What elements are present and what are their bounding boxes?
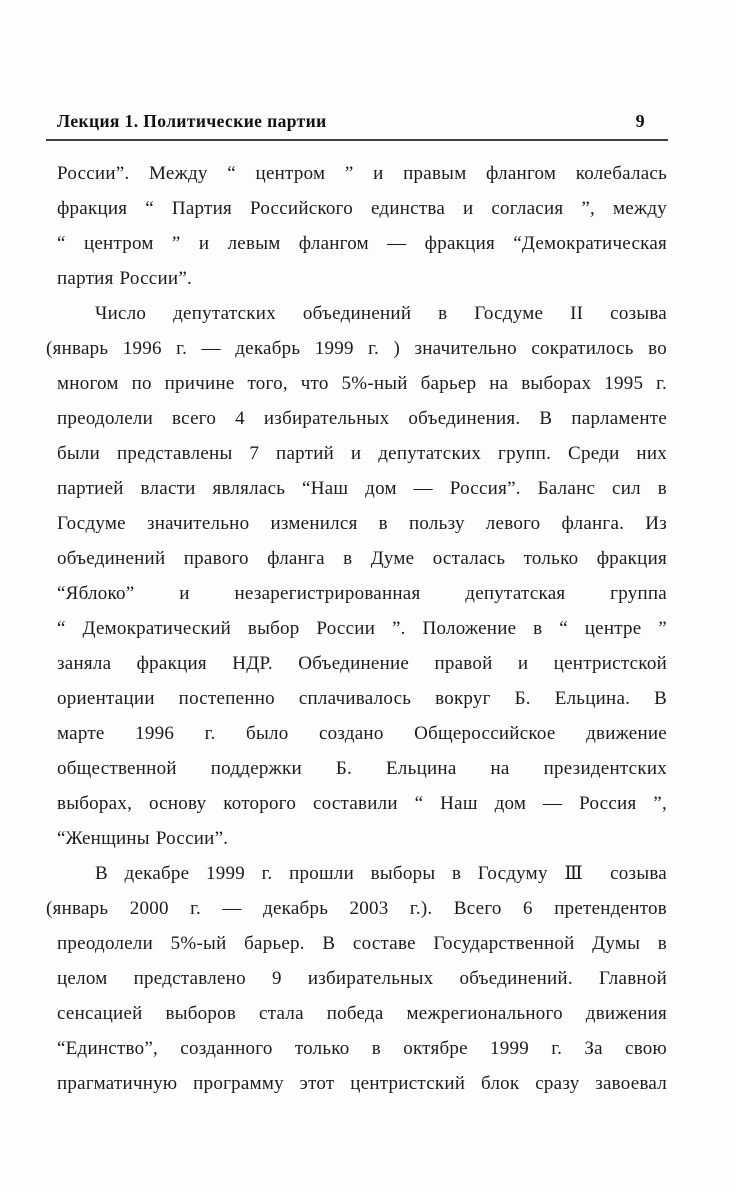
text-line: “ Демократический выбор России ”. Положение в “ центре ” xyxy=(57,618,667,639)
text-line: “Единство”, созданного только в октябре 1999 г. За свою xyxy=(57,1038,667,1059)
text-line: были представлены 7 партий и депутатских групп. Среди них xyxy=(57,443,667,464)
text-line: марте 1996 г. было создано Общероссийское движение xyxy=(57,723,667,744)
running-head xyxy=(57,111,667,132)
text-line: прагматичную программу этот центристский блок сразу завоевал xyxy=(57,1073,667,1094)
text-line: многом по причине того, что 5%-ный барьер на выборах 1995 г. xyxy=(57,373,667,394)
chapter-title: Лекция 1. Политические партии xyxy=(57,111,327,131)
text-line: Число депутатских объединений в Госдуме II созыва xyxy=(95,303,667,324)
body-text xyxy=(46,156,667,1101)
text-line: России”. Между “ центром ” и правым флангом колебалась xyxy=(57,163,667,184)
text-line: объединений правого фланга в Думе осталась только фракция xyxy=(57,548,667,569)
text-line: “Женщины России”. xyxy=(57,828,229,849)
text-line: партией власти являлась “Наш дом — Россия”. Баланс сил в xyxy=(57,478,667,499)
text-line: общественной поддержки Б. Ельцина на президентских xyxy=(57,758,667,779)
text-line: сенсацией выборов стала победа межрегионального движения xyxy=(57,1003,667,1024)
text-line: (январь 1996 г. — декабрь 1999 г. ) значительно сократилось во xyxy=(46,338,667,359)
text-line: В декабре 1999 г. прошли выборы в Госдуму Ⅲ созыва xyxy=(95,863,667,884)
text-line: Госдуме значительно изменился в пользу левого фланга. Из xyxy=(57,513,667,534)
text-line: преодолели всего 4 избирательных объединения. В парламенте xyxy=(57,408,667,429)
text-line: целом представлено 9 избирательных объединений. Главной xyxy=(57,968,667,989)
text-line: фракция “ Партия Российского единства и согласия ”, между xyxy=(57,198,667,219)
text-line: ориентации постепенно сплачивалось вокруг Б. Ельцина. В xyxy=(57,688,667,709)
text-line: “ центром ” и левым флангом — фракция “Демократическая xyxy=(57,233,667,254)
text-line: (январь 2000 г. — декабрь 2003 г.). Всего 6 претендентов xyxy=(46,898,667,919)
text-line: “Яблоко” и незарегистрированная депутатская группа xyxy=(57,583,667,604)
text-line: выборах, основу которого составили “ Наш дом — Россия ”, xyxy=(57,793,667,814)
text-line: преодолели 5%-ый барьер. В составе Государственной Думы в xyxy=(57,933,667,954)
text-line: заняла фракция НДР. Объединение правой и центристской xyxy=(57,653,667,674)
text-line: партия России”. xyxy=(57,268,193,289)
page-number: 9 xyxy=(635,111,645,131)
header-rule xyxy=(46,139,668,141)
